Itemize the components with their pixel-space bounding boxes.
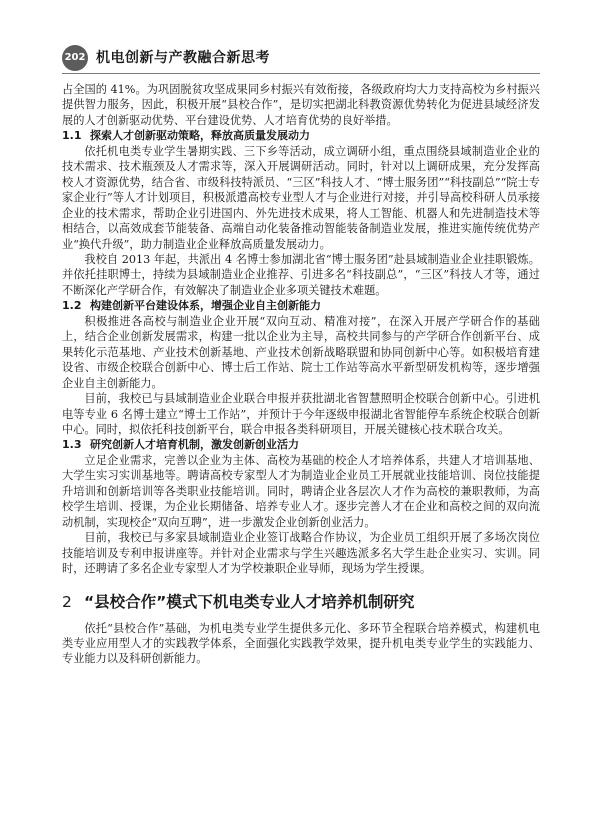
paragraph-3: 我校自 2013 年起，共派出 4 名博士参加湖北省“博士服务团”赴县域制造业企业挂职锻炼。并依托挂职博士，持续为县域制造业企业推荐、引进多名“科技副总”，“三区”科技人才等，通过不断深化产学研合作，有效解决了制造业企业多项关键技术难题。: [62, 252, 540, 297]
header-rule: [62, 73, 540, 74]
subsection-number: 1.3: [62, 438, 82, 452]
subsection-title: 研究创新人才培育机制，激发创新创业活力: [90, 438, 299, 452]
paragraph-6: 立足企业需求，完善以企业为主体、高校为基础的校企人才培养体系，共建人才培训基地、大学生实习实训基地等。聘请高校专家型人才为制造业企业员工开展就业技能培训、岗位技能提升培训和创新培训等各类职业技能培训。同时，聘请企业各层次人才作为高校的兼职教师，为高校学生培训、授课，为企业长期储备、培养专业人才。逐步完善人才在企业和高校之间的双向流动机制，实现校企“双向互聘”，进一步激发企业创新创业活力。: [62, 453, 540, 529]
paragraph-7: 目前，我校已与多家县域制造业企业签订战略合作协议，为企业员工组织开展了多场次岗位技能培训及专利申报讲座等。并针对企业需求与学生兴趣选派多名大学生赴企业实习、实训。同时，还聘请了多名企业专家型人才为学校兼职企业导师，现场为学生授课。: [62, 531, 540, 576]
subsection-heading-1-3: [62, 437, 540, 452]
section-heading-2: [62, 591, 540, 613]
section-title: “县校合作”模式下机电类专业人才培养机制研究: [84, 592, 415, 611]
running-title: 机电创新与产教融合新思考: [96, 50, 270, 66]
section-number: 2: [62, 592, 72, 611]
subsection-title: 构建创新平台建设体系，增强企业自主创新能力: [90, 299, 321, 313]
page-number: 202: [62, 45, 88, 71]
paragraph-2: 依托机电类专业学生暑期实践、三下乡等活动，成立调研小组，重点围绕县域制造业企业的技术需求、技术瓶颈及人才需求等，深入开展调研活动。同时，针对以上调研成果，充分发挥高校人才资源优势，结合省、市级科技特派员、“三区”科技人才、“博士服务团”“科技副总”“院士专家企业行”等人才计划项目，积极派遣高校专业型人才与企业进行对接，并引导高校科研人员承接企业的技术需求，帮助企业引进国内、外先进技术成果，将人工智能、机器人和先进制造技术等相结合，以高效成套节能装备、高端自动化装备推动智能装备制造业发展，推进实施传统优势产业“换代升级”，助力制造业企业释放高质量发展动力。: [62, 144, 540, 251]
subsection-title: 探索人才创新驱动策略，释放高质量发展动力: [90, 129, 310, 143]
paragraph-8: 依托“县校合作”基础，为机电类专业学生提供多元化、多环节全程联合培养模式，构建机电类专业应用型人才的实践教学体系，全面强化实践教学效果，提升机电类专业学生的实践能力、专业能力以及科研创新能力。: [62, 621, 540, 666]
subsection-heading-1-1: [62, 128, 540, 143]
paragraph-1: 占全国的 41%。为巩固脱贫攻坚成果同乡村振兴有效衔接，各级政府均大力支持高校为乡村振兴提供智力服务，因此，积极开展“县校合作”，是切实把湖北科教资源优势转化为促进县域经济发展的人才创新驱动优势、平台建设优势、人才培育优势的良好举措。: [62, 83, 540, 127]
subsection-heading-1-2: [62, 298, 540, 313]
page-body: [62, 82, 540, 667]
paragraph-5: 目前，我校已与县域制造业企业联合申报并获批湖北省智慧照明企校联合创新中心。引进机电等专业 6 名博士建立“博士工作站”，并预计于今年逐级申报湖北省智能停车系统企校联合创新中心。同时，拟依托科技创新平台，联合申报各类科研项目，开展关键核心技术联合攻关。: [62, 392, 540, 436]
page-header: [62, 45, 540, 71]
subsection-number: 1.1: [62, 129, 82, 143]
subsection-number: 1.2: [62, 299, 82, 313]
paragraph-4: 积极推进各高校与制造业企业开展“双向互动、精准对接”，在深入开展产学研合作的基础上，结合企业创新发展需求，构建一批以企业为主导，高校共同参与的产学研合作创新平台、成果转化示范基地、产业技术创新基地、产业技术创新战略联盟和协同创新中心等。如积极培育建设省、市级企校联合创新中心、博士后工作站、院士工作站等高水平新型研发机构等，逐步增强企业自主创新能力。: [62, 314, 540, 390]
